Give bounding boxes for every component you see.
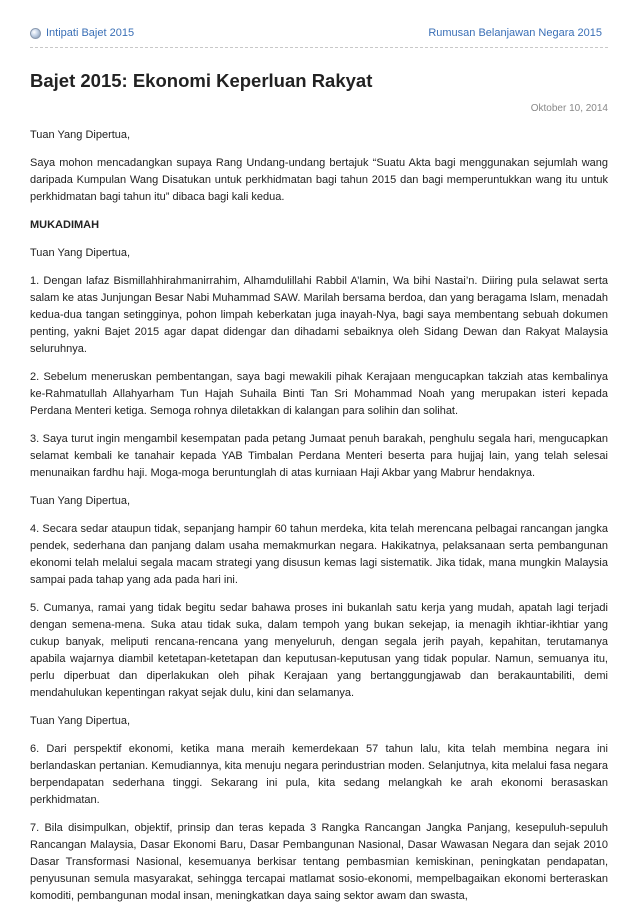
site-link-label: Intipati Bajet 2015 bbox=[46, 27, 135, 39]
salutation: Tuan Yang Dipertua, bbox=[30, 715, 131, 727]
paragraph: 4. Secara sedar ataupun tidak, sepanjang hampir 60 tahun merdeka, kita telah merencana pelbagai rancangan jangka pendek, sederhana dan panjang dalam usaha memakmurkan negara. Hakikatnya, pelaksanaan serta pembangunan ekonomi telah melalui segala macam strategi yang disusun kemas lagi sistematik. Jika tidak, mana mungkin Malaysia sampai pada tahap yang ada pada hari ini. bbox=[30, 523, 608, 586]
salutation: Tuan Yang Dipertua, bbox=[30, 247, 131, 259]
paragraph: 2. Sebelum meneruskan pembentangan, saya bagi mewakili pihak Kerajaan mengucapkan takziah atas kembalinya ke-Rahmatullah Allahyarham Tun Hajah Suhaila Binti Tan Sri Mohammad Noah yang merupakan isteri kepada Perdana Menteri ketiga. Semoga rohnya diletakkan di kalangan para solihin dan solihat. bbox=[30, 371, 608, 417]
paragraph: 5. Cumanya, ramai yang tidak begitu sedar bahawa proses ini bukanlah satu kerja yang mudah, apatah lagi terjadi dengan semena-mena. Suka atau tidak suka, dalam tempoh yang bukan sekejap, ia menagih ikhtiar-ikhtiar yang cukup banyak, meliputi rencana-rencana yang menyeluruh, dengan segala jerih payah, kepahitan, terutamanya apabila wajarnya diambil ketetapan-ketetapan dan keputusan-keputusan yang tidak popular. Namun, semuanya itu, perlu diperbuat dan diperlakukan oleh pihak Kerajaan yang bertanggungjawab dan berakauntabiliti, demi mendahulukan kepentingan rakyat sejak dulu, kini dan selamanya. bbox=[30, 602, 608, 699]
site-link[interactable] bbox=[30, 27, 134, 39]
paragraph: 3. Saya turut ingin mengambil kesempatan pada petang Jumaat penuh barakah, penghulu segala hari, mengucapkan selamat kembali ke tanahair kepada YAB Timbalan Perdana Menteri beserta para hujjaj lain, yang telah selesai menunaikan fardhu haji. Moga-moga beruntunglah di atas kurniaan Haji Akbar yang Mabrur hendaknya. bbox=[30, 433, 608, 479]
header-divider bbox=[30, 47, 608, 48]
paragraph: Saya mohon mencadangkan supaya Rang Undang-undang bertajuk “Suatu Akta bagi menggunakan sejumlah wang daripada Kumpulan Wang Disatukan untuk perkhidmatan bagi tahun 2015 dan bagi memperuntukkan wang itu untuk perkhidmatan bagi tahun itu” dibaca bagi kali kedua. bbox=[30, 157, 608, 203]
page-header bbox=[30, 27, 608, 45]
section-heading: MUKADIMAH bbox=[30, 219, 100, 231]
document-link[interactable]: Rumusan Belanjawan Negara 2015 bbox=[428, 27, 602, 39]
article-body bbox=[30, 127, 608, 903]
salutation: Tuan Yang Dipertua, bbox=[30, 495, 131, 507]
paragraph: 6. Dari perspektif ekonomi, ketika mana meraih kemerdekaan 57 tahun lalu, kita telah membina negara ini berlandaskan pertanian. Kemudiannya, kita menuju negara perindustrian moden. Selanjutnya, kita melalui fasa negara berpendapatan sederhana tinggi. Sekarang ini pula, kita sedang melangkah ke arah ekonomi berasaskan perkhidmatan. bbox=[30, 743, 608, 806]
paragraph: 1. Dengan lafaz Bismillahhirahmanirrahim, Alhamdulillahi Rabbil A’lamin, Wa bihi Nastai’n. Diiring pula selawat serta salam ke atas Junjungan Besar Nabi Muhammad SAW. Marilah bersama berdoa, dan yang beragama Islam, menadah kedua-dua tangan setingginya, pohon limpah keberkatan juga inayah-Nya, bagi saya membentang sebuah dokumen penting, yakni Bajet 2015 agar dapat didengar dan dihadami sebaiknya oleh Sidang Dewan dan Rakyat Malaysia seluruhnya. bbox=[30, 275, 608, 355]
paragraph: 7. Bila disimpulkan, objektif, prinsip dan teras kepada 3 Rangka Rancangan Jangka Panjang, kesepuluh-sepuluh Rancangan Malaysia, Dasar Ekonomi Baru, Dasar Pembangunan Nasional, Dasar Wawasan Negara dan sejak 2010 Dasar Transformasi Nasional, kesemuanya berkisar tentang pembasmian kemiskinan, peningkatan pendapatan, penyusunan semula masyarakat, sehingga tercapai matlamat sosio-ekonomi, mempelbagaikan ekonomi berteraskan komoditi, pembangunan modal insan, meningkatkan daya saing sektor awam dan swasta, bbox=[30, 822, 608, 902]
globe-icon bbox=[30, 28, 41, 39]
article-title: Bajet 2015: Ekonomi Keperluan Rakyat bbox=[30, 70, 373, 91]
salutation: Tuan Yang Dipertua, bbox=[30, 129, 131, 141]
article-date: Oktober 10, 2014 bbox=[530, 103, 608, 114]
